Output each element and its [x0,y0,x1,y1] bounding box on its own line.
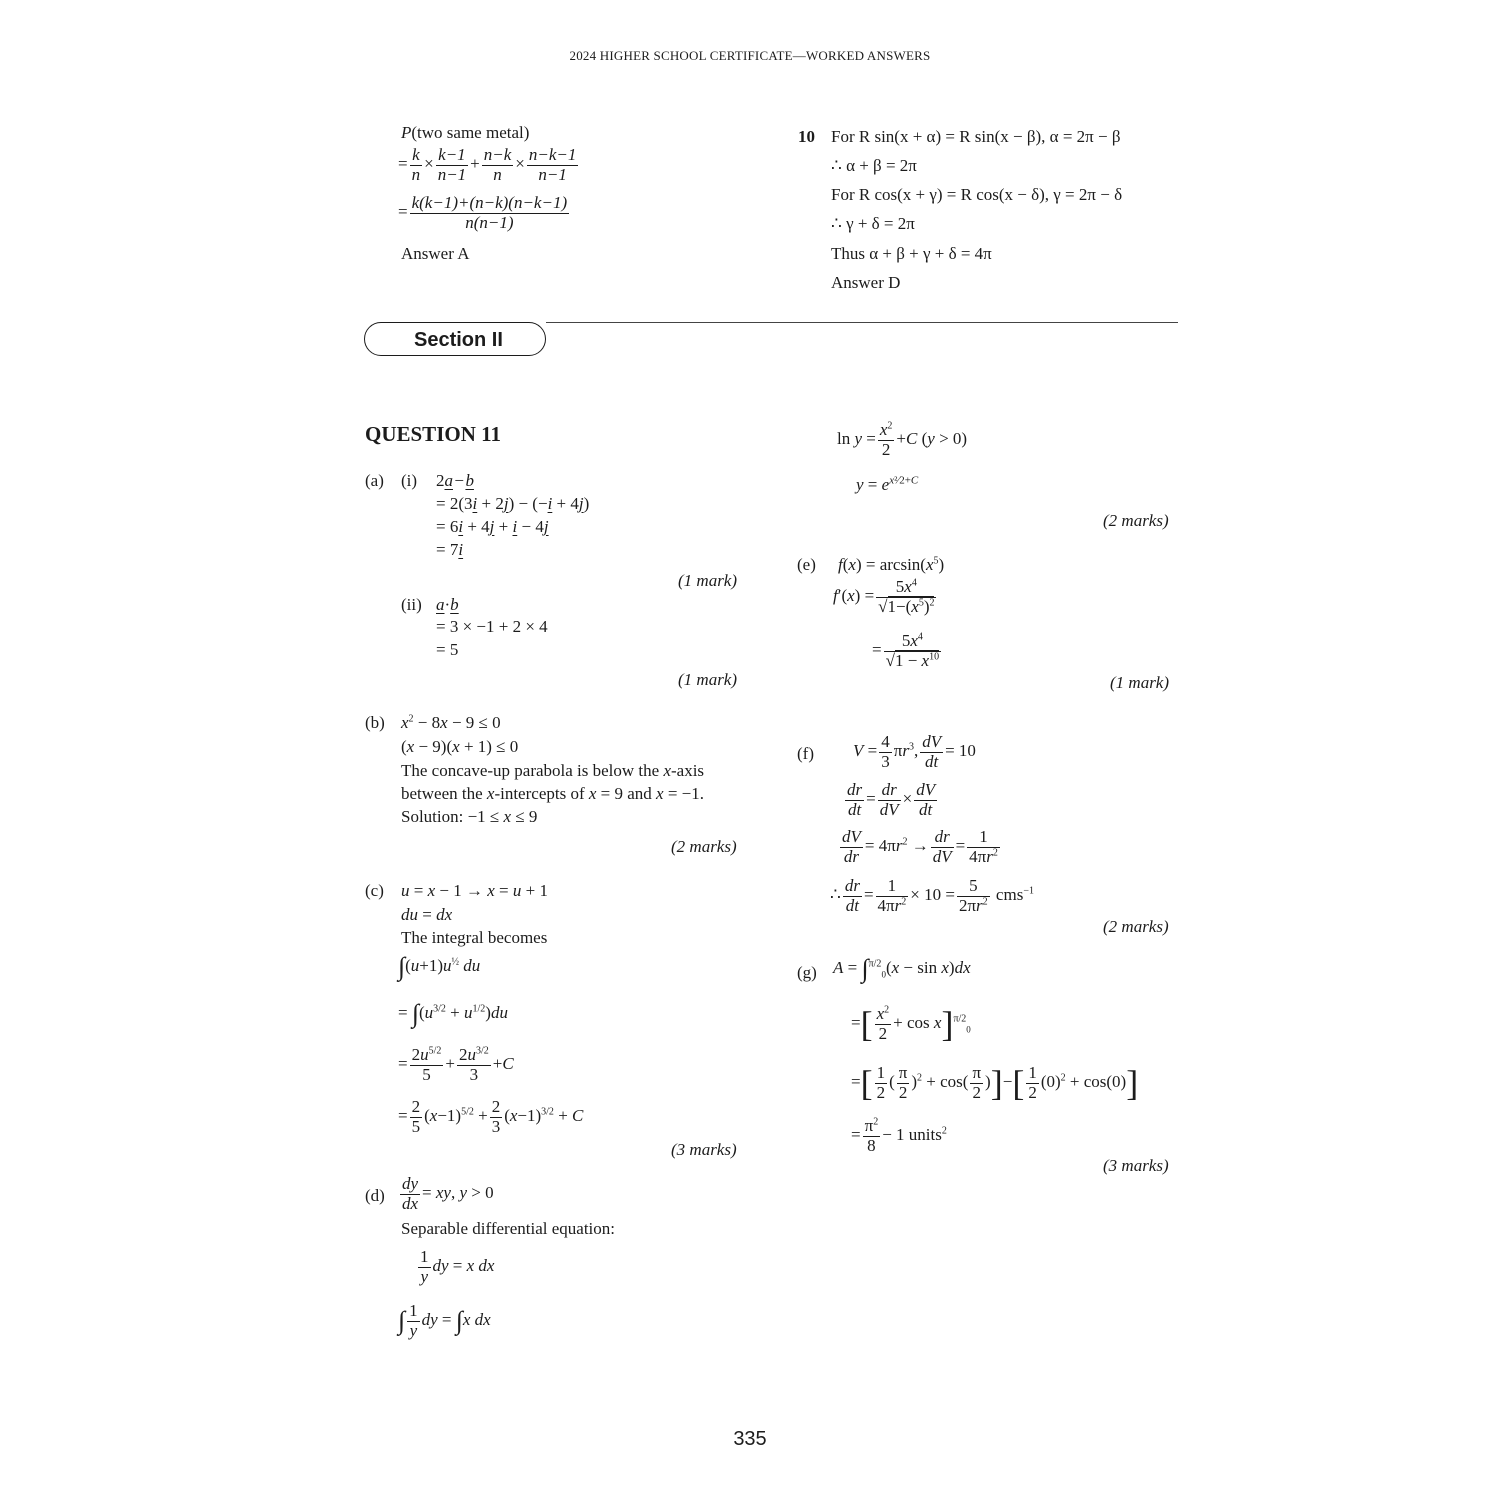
part-b-marks: (2 marks) [671,837,737,856]
section-rule [546,322,1178,323]
section-title: Section II [414,329,503,351]
part-c-marks: (3 marks) [671,1140,737,1159]
part-a-i-line-4: = 7i [436,540,464,559]
q10-line-3: For R cos(x + γ) = R cos(x − δ), γ = 2π − δ [831,185,1123,204]
part-f-line-2: $\frac{dr}{dt}$ = $\frac{dr}{dV}$ × $\frac{dV}{dt}$ [847,780,936,819]
part-d-line-3: $\frac{1}{y}$ dy = x dx [420,1247,495,1286]
part-b-line-3: The concave-up parabola is below the x-axis [401,761,705,780]
part-a-ii-label: (ii) [401,595,422,614]
part-d-marks: (2 marks) [1103,511,1169,530]
running-header: 2024 HIGHER SCHOOL CERTIFICATE—WORKED ANSWERS [569,48,931,63]
part-c-label: (c) [365,881,384,900]
part-d-line-5: ln y = $\frac{x^2}{2}$ +C (y > 0) [837,420,968,459]
part-c-line-3: The integral becomes [401,928,548,947]
part-f-line-4: ∴ $\frac{dr}{dt}$ = $\frac{1}{4\pi r^2}$ × 10 = $\frac{5}{2\pi r^2}$ cms$^{-1}$ [830,876,1034,915]
part-c-line-4: $\int(u+1)u^{\frac{1}{2}}$ du [398,952,481,981]
part-f-label: (f) [797,744,814,763]
q9-line-3: = $\frac{k(k-1)+(n-k)(n-k-1)}{n(n-1)}$ [398,193,568,232]
part-a-ii-line-2: = 3 × −1 + 2 × 4 [436,617,548,636]
part-a-i-label: (i) [401,471,418,490]
part-e-line-2: f′(x) = $\frac{5x^4}{√1-(x^5)^2}$ [833,577,935,616]
q10-answer: Answer D [831,273,901,292]
q10-line-5: Thus α + β + γ + δ = 4π [831,244,992,263]
part-d-line-2: Separable differential equation: [401,1219,615,1238]
part-d-line-4: ∫ $\frac{1}{y}$ dy = ∫x dx [398,1301,491,1340]
part-e-line-3: = $\frac{5x^4}{√1 - x^{10}}$ [872,631,940,670]
q10-number: 10 [798,127,815,146]
part-b-label: (b) [365,713,385,732]
part-c-line-2: du = dx [401,905,453,924]
part-f-line-3: $\frac{dV}{dr}$ = $4\pi r^2$ → $\frac{dr}{dV}$ = $\frac{1}{4\pi r^2}$ [842,827,998,866]
part-c-line-6: = $\frac{2u^{5/2}}{5}$ + $\frac{2u^{3/2}}{3}$ +C [398,1045,514,1084]
part-e-label: (e) [797,555,816,574]
part-f-line-1: V = $\frac{4}{3}$ $\pi r^3$, $\frac{dV}{dt}$ = 10 [853,732,976,771]
part-d-line-6: $y = e^{x^2⁄2+C}$ [856,474,919,494]
part-f-marks: (2 marks) [1103,917,1169,936]
q10-line-2: ∴ α + β = 2π [831,156,917,175]
q10-line-1: For R sin(x + α) = R sin(x − β), α = 2π − β [831,127,1121,146]
part-g-label: (g) [797,963,817,982]
part-a-ii-line-3: = 5 [436,640,459,659]
part-a-i-marks: (1 mark) [678,571,738,590]
q9-answer: Answer A [401,244,470,263]
part-a-ii-marks: (1 mark) [678,670,738,689]
part-c-line-7: = $\frac{2}{5}$ $(x-1)^{5/2}$ + $\frac{2}{3}$ $(x-1)^{3/2} + C$ [398,1097,584,1136]
part-b-line-5: Solution: −1 ≤ x ≤ 9 [401,807,538,826]
part-a-i-line-1: 2a − b [436,471,474,490]
part-a-i-line-2: = 2(3i + 2j) − (−i + 4j) [436,494,590,513]
part-b-line-4: between the x-intercepts of x = 9 and x = −1. [401,784,705,803]
part-d-line-1: $\frac{dy}{dx}$ = xy, y > 0 [402,1174,494,1213]
q9-line-2: = $\frac{k}{n}$ × $\frac{k-1}{n-1}$ + $\frac{n-k}{n}$ × $\frac{n-k-1}{n-1}$ [398,145,577,184]
part-c-line-1: u = x − 1 → x = u + 1 [401,881,548,900]
part-a-ii-line-1: a·b [436,595,459,614]
page-number: 335 [733,1428,767,1450]
part-g-line-3: =[ $\frac{1}{2}$ ( $\frac{\pi}{2}$ )$^2$ + cos( $\frac{\pi}{2}$ )]−[ $\frac{1}{2}$ $(0)^2 + \cos(0)$] [851,1063,1139,1104]
q10-line-4: ∴ γ + δ = 2π [831,214,915,233]
part-a-i-line-3: = 6i + 4j + i − 4j [436,517,549,536]
part-e-marks: (1 mark) [1110,673,1170,692]
part-b-line-2: (x − 9)(x + 1) ≤ 0 [401,737,519,756]
part-b-line-1: $x^2 - 8x - 9 \le 0$ [401,713,501,732]
q9-line-1: P(two same metal) [401,123,530,142]
part-g-line-2: =[ $\frac{x^2}{2}$ + cos x]$^{\pi/2}_0$ [851,1004,971,1045]
part-g-line-1: A = ∫$^{\pi/2}_0$(x − sin x)dx [833,954,971,983]
part-g-line-4: = $\frac{\pi^2}{8}$ − 1 units$^2$ [851,1116,947,1155]
part-e-line-1: $f(x) = \arcsin(x^5)$ [838,555,945,574]
part-d-label: (d) [365,1186,385,1205]
part-c-line-5: = $\int(u^{3/2} + u^{1/2})du$ [398,999,508,1028]
part-a-label: (a) [365,471,384,490]
part-g-marks: (3 marks) [1103,1156,1169,1175]
question-title: QUESTION 11 [365,422,501,446]
